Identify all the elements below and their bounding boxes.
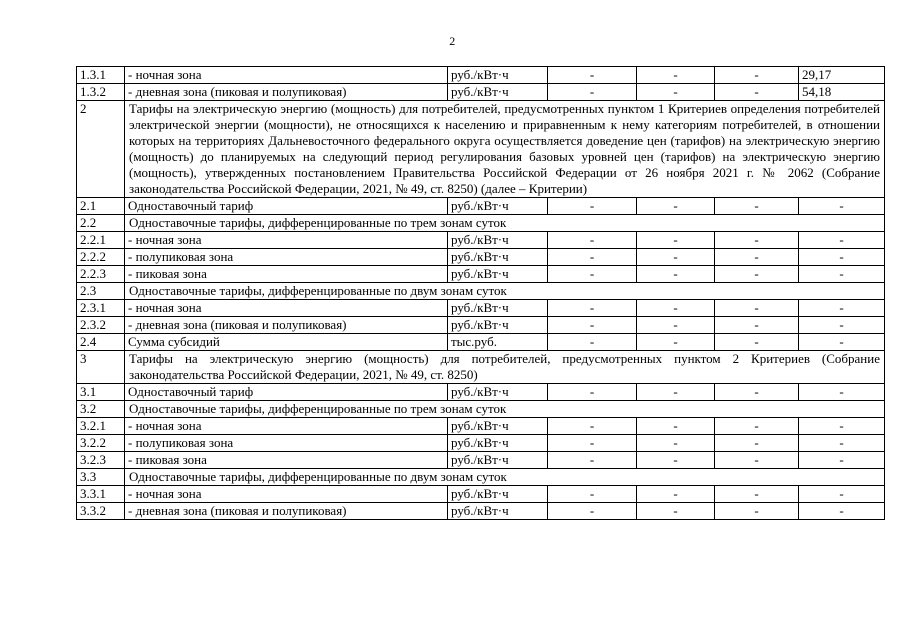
row-name: - дневная зона (пиковая и полупиковая) — [125, 503, 448, 520]
row-number: 2.3.2 — [77, 317, 125, 334]
row-name: Одноставочный тариф — [125, 384, 448, 401]
section-row — [77, 283, 885, 300]
value-cell: - — [799, 198, 885, 215]
value-cell: - — [548, 503, 637, 520]
row-number: 1.3.2 — [77, 84, 125, 101]
value-cell: - — [799, 486, 885, 503]
row-number: 3.1 — [77, 384, 125, 401]
value-cell: - — [548, 452, 637, 469]
table-row — [77, 384, 885, 401]
unit-cell: руб./кВт·ч — [448, 198, 548, 215]
value-cell: - — [548, 67, 637, 84]
section-row — [77, 351, 885, 384]
value-cell: - — [637, 418, 715, 435]
unit-cell: руб./кВт·ч — [448, 384, 548, 401]
section-row — [77, 401, 885, 418]
value-cell: - — [637, 300, 715, 317]
table-row — [77, 317, 885, 334]
row-name: - ночная зона — [125, 67, 448, 84]
unit-cell: руб./кВт·ч — [448, 418, 548, 435]
unit-cell: руб./кВт·ч — [448, 486, 548, 503]
section-title: Одноставочные тарифы, дифференцированные по трем зонам суток — [125, 215, 885, 232]
value-cell: - — [637, 232, 715, 249]
value-cell: - — [799, 249, 885, 266]
tariff-table — [76, 66, 885, 520]
unit-cell: руб./кВт·ч — [448, 452, 548, 469]
row-number: 2.3.1 — [77, 300, 125, 317]
value-cell: - — [715, 266, 799, 283]
row-name: - ночная зона — [125, 486, 448, 503]
table-row — [77, 452, 885, 469]
value-cell: - — [637, 384, 715, 401]
value-cell: - — [548, 317, 637, 334]
table-row — [77, 300, 885, 317]
value-cell: - — [637, 503, 715, 520]
value-cell: - — [799, 384, 885, 401]
table-row — [77, 334, 885, 351]
section-title: Одноставочные тарифы, дифференцированные по двум зонам суток — [125, 283, 885, 300]
unit-cell: руб./кВт·ч — [448, 249, 548, 266]
row-name: - дневная зона (пиковая и полупиковая) — [125, 84, 448, 101]
value-cell: - — [548, 418, 637, 435]
row-number: 3.3 — [77, 469, 125, 486]
table-row — [77, 198, 885, 215]
table-row — [77, 84, 885, 101]
table-row — [77, 232, 885, 249]
value-cell: - — [548, 384, 637, 401]
row-number: 1.3.1 — [77, 67, 125, 84]
value-cell: - — [799, 435, 885, 452]
value-cell: - — [715, 486, 799, 503]
row-number: 2.4 — [77, 334, 125, 351]
value-cell: - — [548, 300, 637, 317]
table-row — [77, 486, 885, 503]
value-cell: - — [548, 486, 637, 503]
value-cell: - — [548, 198, 637, 215]
value-cell: - — [715, 435, 799, 452]
value-cell: - — [799, 334, 885, 351]
value-cell: - — [548, 266, 637, 283]
value-cell: - — [715, 249, 799, 266]
row-number: 2.2 — [77, 215, 125, 232]
value-cell: - — [799, 503, 885, 520]
row-number: 3.3.2 — [77, 503, 125, 520]
row-name: Одноставочный тариф — [125, 198, 448, 215]
value-cell: - — [799, 418, 885, 435]
value-cell: 54,18 — [799, 84, 885, 101]
row-number: 3.2 — [77, 401, 125, 418]
row-name: Сумма субсидий — [125, 334, 448, 351]
table-row — [77, 266, 885, 283]
value-cell: - — [715, 67, 799, 84]
unit-cell: руб./кВт·ч — [448, 84, 548, 101]
row-name: - пиковая зона — [125, 452, 448, 469]
row-number: 3 — [77, 351, 125, 384]
row-number: 2.3 — [77, 283, 125, 300]
row-number: 2.2.2 — [77, 249, 125, 266]
row-name: - пиковая зона — [125, 266, 448, 283]
row-number: 3.3.1 — [77, 486, 125, 503]
unit-cell: руб./кВт·ч — [448, 67, 548, 84]
value-cell: - — [548, 435, 637, 452]
unit-cell: руб./кВт·ч — [448, 266, 548, 283]
value-cell: - — [715, 334, 799, 351]
row-name: - дневная зона (пиковая и полупиковая) — [125, 317, 448, 334]
value-cell: - — [715, 452, 799, 469]
value-cell: - — [799, 452, 885, 469]
section-row — [77, 101, 885, 198]
section-row — [77, 215, 885, 232]
value-cell: - — [637, 334, 715, 351]
value-cell: - — [637, 249, 715, 266]
value-cell: - — [715, 503, 799, 520]
value-cell: - — [637, 266, 715, 283]
value-cell: - — [715, 84, 799, 101]
value-cell: 29,17 — [799, 67, 885, 84]
value-cell: - — [637, 67, 715, 84]
value-cell: - — [637, 486, 715, 503]
value-cell: - — [715, 384, 799, 401]
value-cell: - — [637, 84, 715, 101]
row-number: 3.2.1 — [77, 418, 125, 435]
section-row — [77, 469, 885, 486]
table-row — [77, 435, 885, 452]
value-cell: - — [715, 198, 799, 215]
value-cell: - — [799, 317, 885, 334]
value-cell: - — [637, 198, 715, 215]
table-row — [77, 418, 885, 435]
row-name: - ночная зона — [125, 300, 448, 317]
value-cell: - — [548, 249, 637, 266]
value-cell: - — [715, 300, 799, 317]
unit-cell: руб./кВт·ч — [448, 232, 548, 249]
section-title: Тарифы на электрическую энергию (мощность) для потребителей, предусмотренных пунктом 2 Критериев (Собрание законодательства Российской Федерации, 2021, № 49, ст. 8250) — [125, 351, 885, 384]
table-row — [77, 67, 885, 84]
value-cell: - — [637, 435, 715, 452]
value-cell: - — [548, 334, 637, 351]
row-name: - полупиковая зона — [125, 435, 448, 452]
row-name: - ночная зона — [125, 418, 448, 435]
row-name: - ночная зона — [125, 232, 448, 249]
row-number: 2.2.3 — [77, 266, 125, 283]
section-title: Одноставочные тарифы, дифференцированные по двум зонам суток — [125, 469, 885, 486]
table-row — [77, 249, 885, 266]
unit-cell: тыс.руб. — [448, 334, 548, 351]
value-cell: - — [637, 452, 715, 469]
value-cell: - — [548, 84, 637, 101]
table-row — [77, 503, 885, 520]
section-title: Одноставочные тарифы, дифференцированные по трем зонам суток — [125, 401, 885, 418]
unit-cell: руб./кВт·ч — [448, 300, 548, 317]
row-number: 3.2.2 — [77, 435, 125, 452]
unit-cell: руб./кВт·ч — [448, 435, 548, 452]
unit-cell: руб./кВт·ч — [448, 503, 548, 520]
value-cell: - — [637, 317, 715, 334]
value-cell: - — [799, 300, 885, 317]
row-number: 2 — [77, 101, 125, 198]
row-number: 2.2.1 — [77, 232, 125, 249]
table-body — [77, 67, 885, 520]
section-title: Тарифы на электрическую энергию (мощность) для потребителей, предусмотренных пунктом 1 Критериев определения потребителей электрической энергии (мощности), не относящихся к населению и приравненным к нему категориям потребителей, в отношении которых на территориях Дальневосточного федерального округа осуществляется доведение цен (тарифов) на электрическую энергию (мощность) до планируемых на следующий период регулирования базовых уровней цен (тарифов) на электрическую энергию (мощность), утвержденных постановлением Правительства Российской Федерации от 26 ноября 2021 г. № 2062 (Собрание законодательства Российской Федерации, 2021, № 49, ст. 8250) (далее – Критерии) — [125, 101, 885, 198]
unit-cell: руб./кВт·ч — [448, 317, 548, 334]
value-cell: - — [715, 418, 799, 435]
row-name: - полупиковая зона — [125, 249, 448, 266]
value-cell: - — [715, 317, 799, 334]
value-cell: - — [799, 232, 885, 249]
value-cell: - — [715, 232, 799, 249]
value-cell: - — [548, 232, 637, 249]
row-number: 2.1 — [77, 198, 125, 215]
value-cell: - — [799, 266, 885, 283]
row-number: 3.2.3 — [77, 452, 125, 469]
page-number: 2 — [449, 34, 456, 48]
